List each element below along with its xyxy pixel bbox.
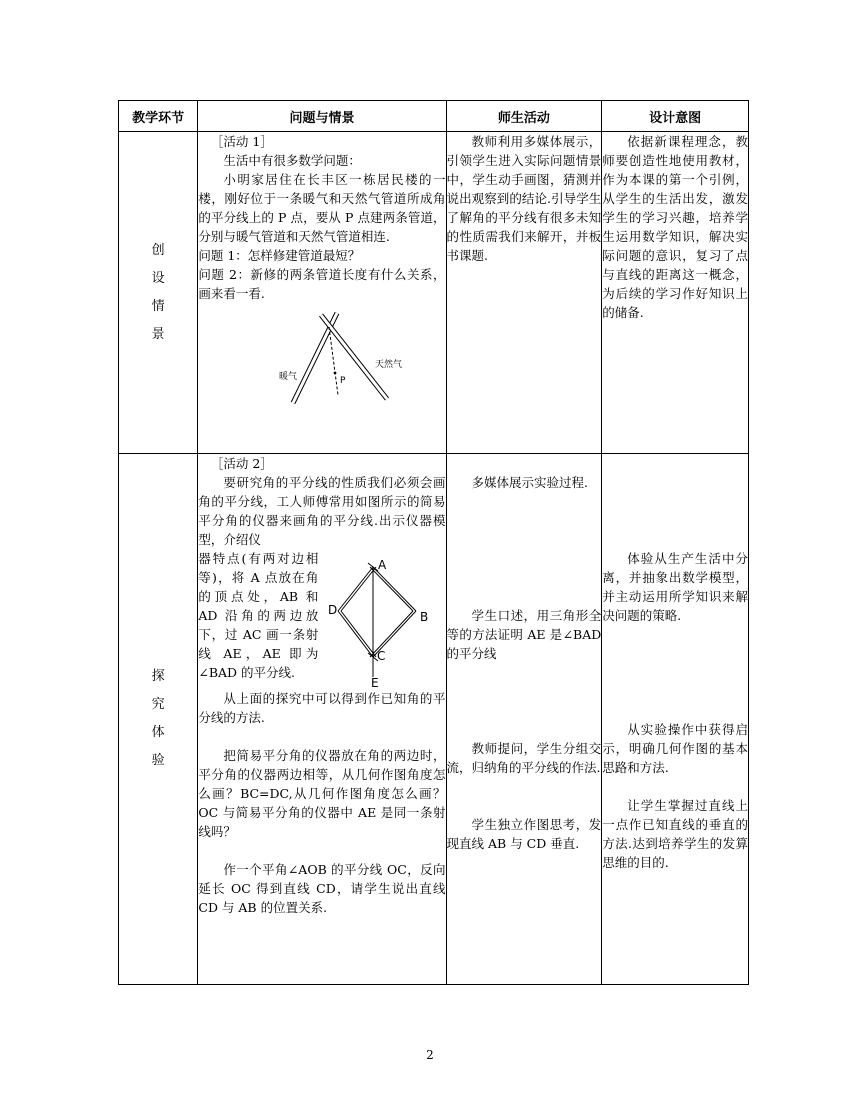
- paragraph: 从上面的探究中可以得到作已知角的平分线的方法.: [198, 691, 446, 725]
- question-1: 问题 1：怎样修建管道最短？: [198, 248, 361, 263]
- activity-cell-2: [446, 454, 602, 985]
- stage-char: 情: [151, 298, 165, 314]
- lesson-plan-table: [118, 100, 749, 985]
- stage-char: 探: [151, 669, 165, 684]
- intent-cell-2: [602, 454, 749, 985]
- paragraph: 学生口述，用三角形全等的方法证明 AE 是∠BAD 的平分线: [446, 608, 602, 661]
- gas-label: 天然气: [375, 360, 403, 370]
- header-intent: 设计意图: [602, 101, 749, 132]
- label-a: A: [378, 558, 387, 572]
- point-p-label: P: [340, 376, 346, 386]
- header-row: [119, 101, 749, 132]
- problem-cell-1: [198, 132, 446, 454]
- problem-cell-2: [198, 454, 446, 985]
- paragraph: 教师提问，学生分组交流，归纳角的平分线的作法.: [446, 741, 602, 775]
- paragraph: 依据新课程理念，教师要创造性地使用教材，作为本课的第一个引例，从学生的生活出发，激发学生的学习兴趣，培养学生运用数学知识，解决实际问题的意识，复习了点与直线的距离这一概念，为后续的学习作好知识上的储备.: [602, 134, 748, 320]
- row-explore-experience: [119, 454, 749, 985]
- paragraph: 生活中有很多数学问题：: [223, 153, 361, 168]
- paragraph: 让学生掌握过直线上一点作已知直线的垂直的方法.达到培养学生的发算思维的目的.: [602, 798, 748, 870]
- page-number: 2: [426, 1048, 434, 1062]
- row-create-situation: [119, 132, 749, 454]
- label-e: E: [371, 676, 379, 690]
- activity-title: ［活动 2］: [210, 456, 273, 471]
- stage-char: 设: [151, 270, 165, 286]
- paragraph: 多媒体展示实验过程.: [471, 475, 589, 490]
- paragraph: 器特点(有两对边相等)，将 A 点放在角的顶点处，AB 和 AD 沿角的两边放下，过 AC 画一条射线 AE，AE 即为∠BAD 的平分线.: [198, 551, 319, 680]
- stage-char: 验: [151, 753, 165, 768]
- pipe-figure: [279, 307, 433, 407]
- label-b: B: [420, 610, 429, 624]
- paragraph: 要研究角的平分线的性质我们必须会画角的平分线，工人师傅常用如图所示的简易平分角的仪器来画角的平分线.出示仪器模型，介绍仪: [198, 475, 446, 547]
- paragraph: 教师利用多媒体展示，引领学生进入实际问题情景中，学生动手画图，猜测并说出观察到的结论.引导学生了解角的平分线有很多未知的性质需我们来解开，并板书课题.: [446, 134, 602, 263]
- stage-char: 景: [151, 326, 165, 342]
- activity-title: ［活动 1］: [210, 134, 273, 149]
- paragraph: 作一个平角∠AOB 的平分线 OC，反向延长 OC 得到直线 CD，请学生说出直线 CD 与 AB 的位置关系.: [198, 862, 446, 915]
- header-activity: 师生活动: [446, 101, 602, 132]
- label-d: D: [328, 603, 338, 617]
- stage-char: 体: [151, 725, 165, 740]
- header-problem: 问题与情景: [198, 101, 446, 132]
- paragraph: 把简易平分角的仪器放在角的两边时，平分角的仪器两边相等，从几何作图角度怎么画？BC=DC,从几何作图角度怎么画？OC 与简易平分角的仪器中 AE 是同一条射线吗？: [198, 748, 446, 839]
- paragraph: 学生独立作图思考，发现直线 AB 与 CD 垂直.: [446, 817, 602, 851]
- stage-cell-2: [119, 454, 198, 985]
- question-2: 问题 2：新修的两条管道长度有什么关系，画来看一看.: [198, 267, 446, 301]
- paragraph: 从实验操作中获得启示，明确几何作图的基本思路和方法.: [602, 722, 748, 775]
- heating-label: 暖气: [279, 372, 298, 382]
- bisector-instrument-figure: [328, 559, 438, 689]
- header-stage: 教学环节: [119, 101, 198, 132]
- stage-char: 究: [151, 697, 165, 712]
- paragraph: 体验从生产生活中分离，并抽象出数学模型，并主动运用所学知识来解决问题的策略.: [602, 551, 748, 623]
- activity-cell-1: [446, 132, 602, 454]
- figure-wrap: [198, 549, 445, 689]
- stage-cell-1: [119, 132, 198, 454]
- stage-char: 创: [151, 242, 165, 258]
- intent-cell-1: [602, 132, 749, 454]
- label-c: C: [377, 649, 386, 663]
- paragraph: 小明家居住在长丰区一栋居民楼的一楼，刚好位于一条暖气和天然气管道所成角的平分线上的 P 点，要从 P 点建两条管道，分别与暖气管道和天然气管道相连.: [198, 172, 446, 244]
